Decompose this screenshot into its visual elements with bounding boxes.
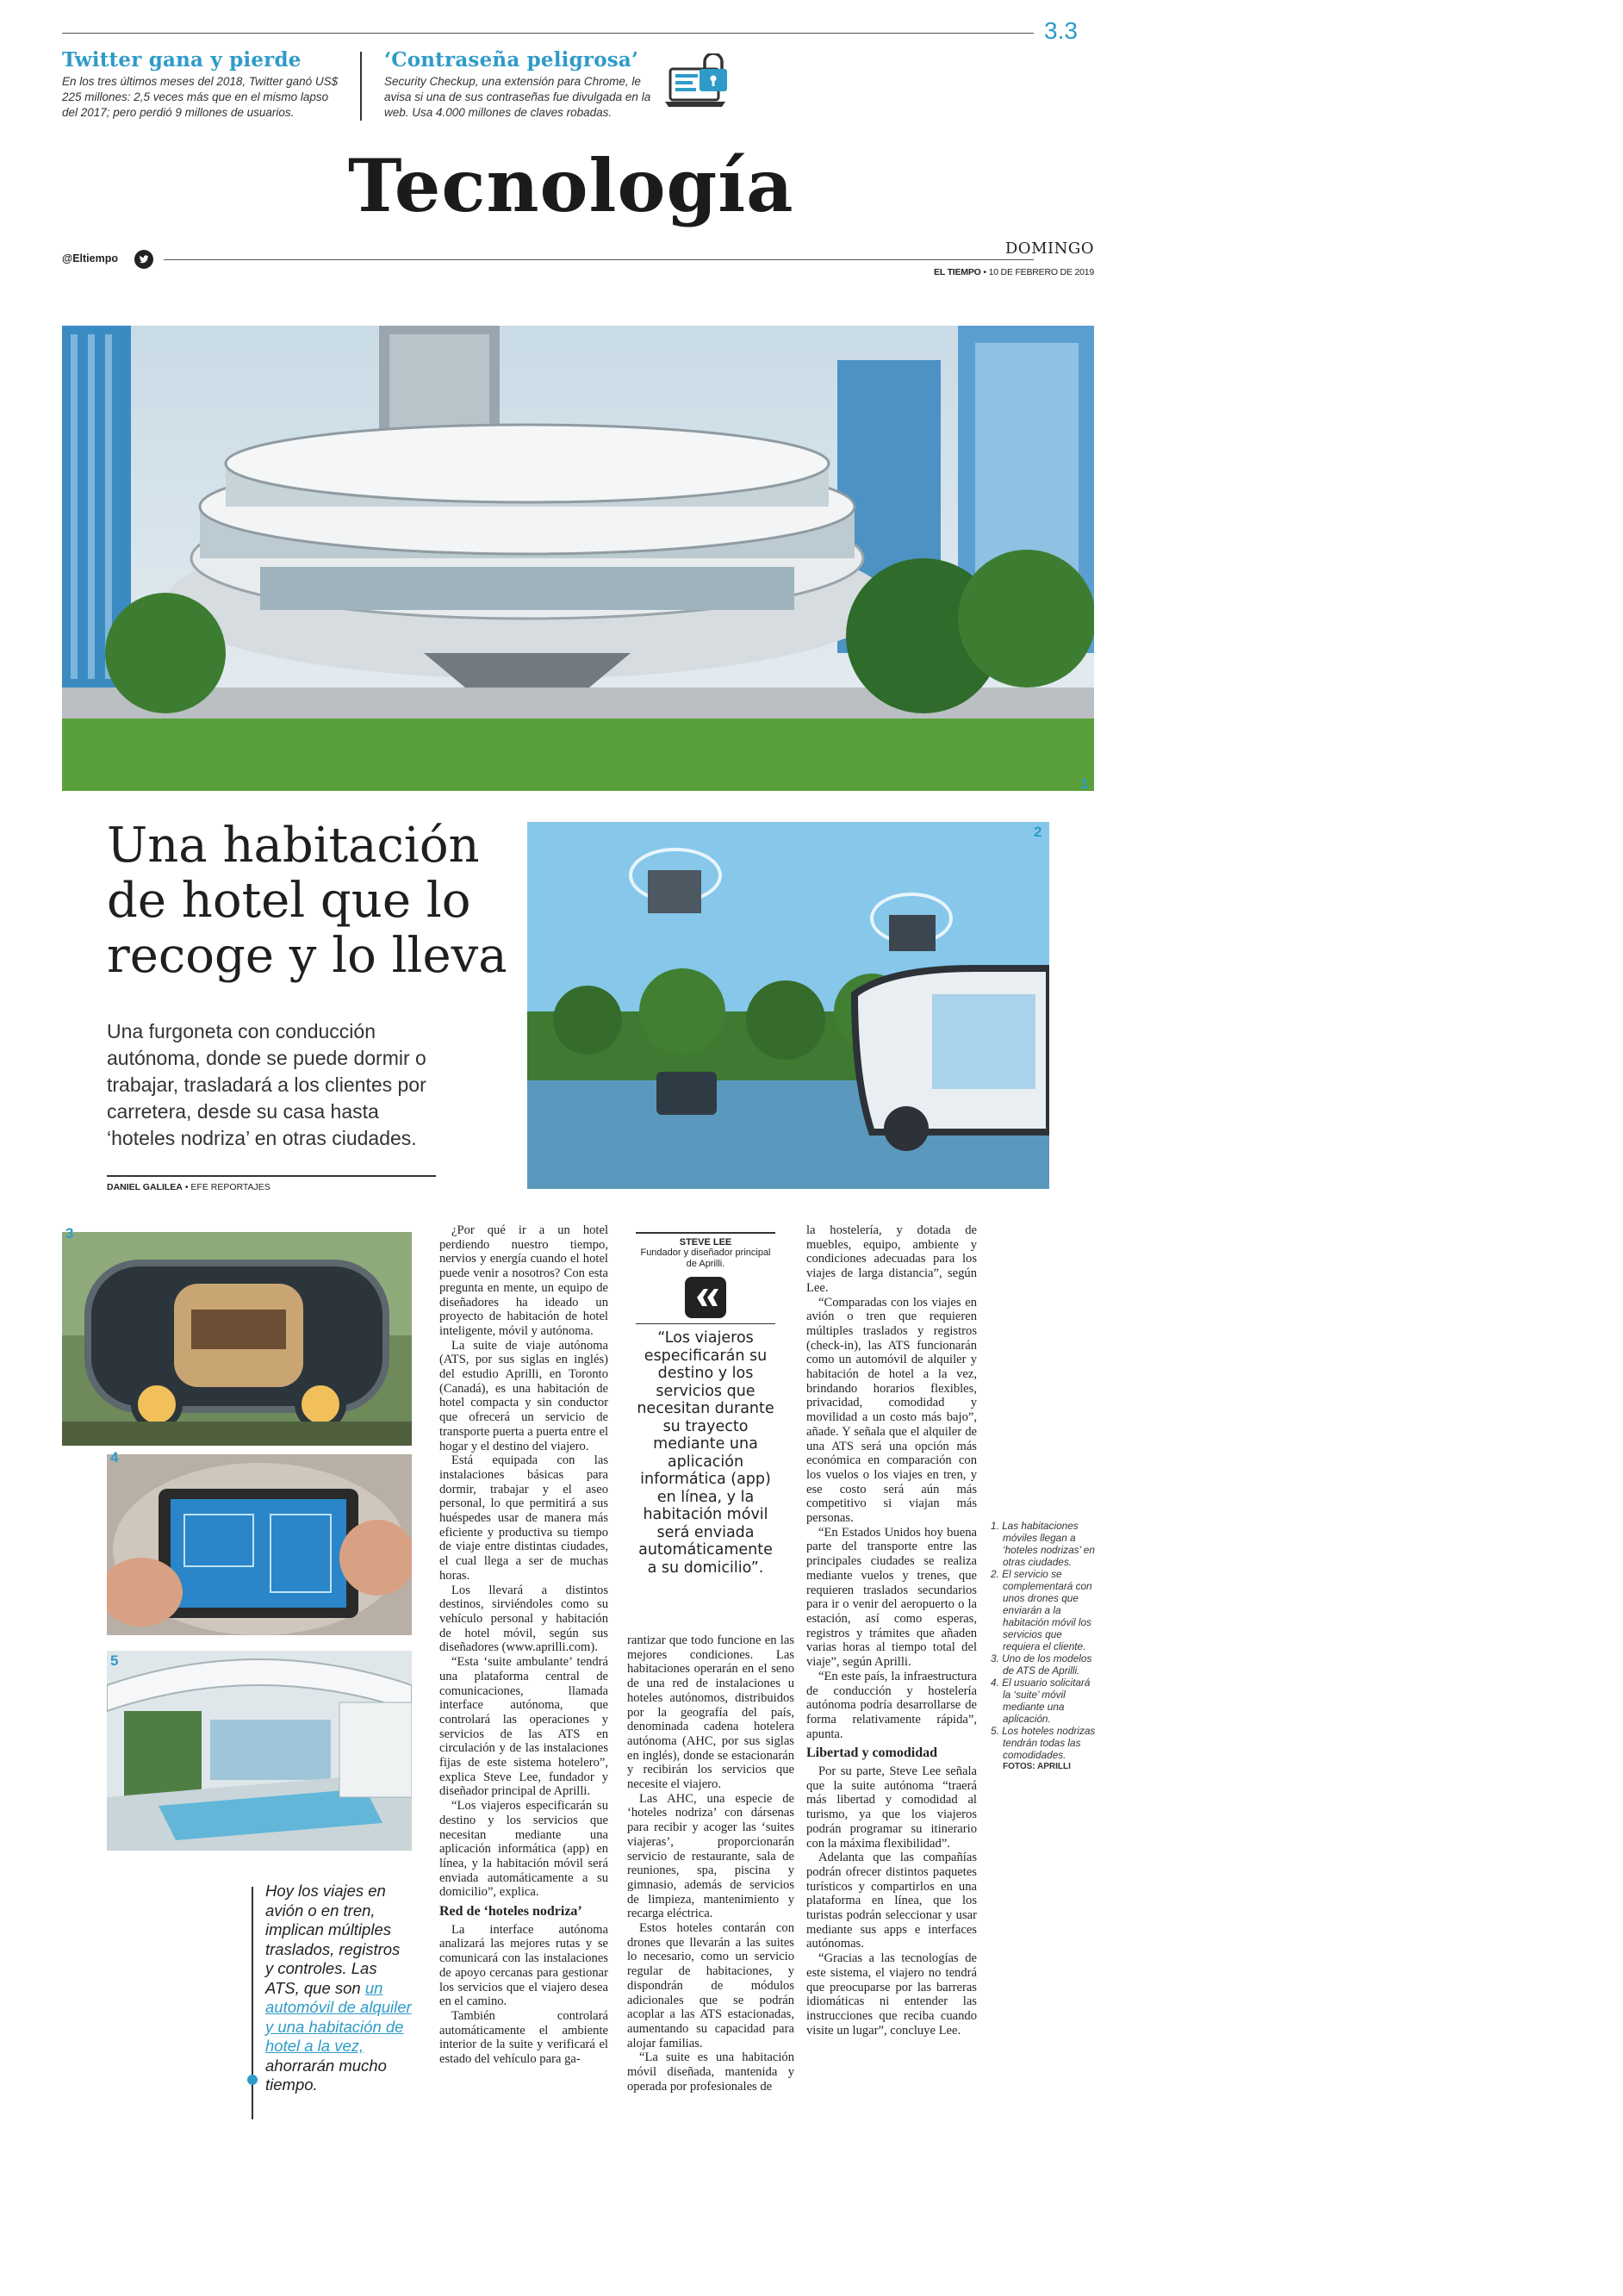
photo-credit: FOTOS: APRILLI bbox=[1003, 1762, 1071, 1771]
paragraph: La interface autónoma analizará las mejores rutas y se comunicará con las instalaciones de apoyo cercanas para gestionar los servicios que el viajero desea en el camino. bbox=[439, 1922, 608, 2009]
quote-marks-icon bbox=[685, 1277, 726, 1318]
subheading: Red de ‘hoteles nodriza’ bbox=[439, 1904, 582, 1920]
brief-text: Security Checkup, una extensión para Chrome, le avisa si una de sus contraseñas fue divulgada en la web. Usa 4.000 millones de claves robadas. bbox=[384, 75, 651, 119]
image-number: 1 bbox=[1080, 775, 1089, 792]
paragraph: Los llevará a distintos destinos, sirviéndoles como su vehículo personal y habitación de hotel móvil, según sus diseñadores (www.aprilli.com). bbox=[439, 1583, 608, 1655]
byline-name: DANIEL GALILEA bbox=[107, 1182, 183, 1192]
pull-quote bbox=[265, 1882, 412, 2095]
paragraph: la hostelería, y dotada de muebles, equipo, ambiente y condiciones adecuadas para los viajes de larga distancia”, según Lee. bbox=[806, 1223, 977, 1295]
date: 10 DE FEBRERO DE 2019 bbox=[988, 267, 1094, 277]
paragraph: Por su parte, Steve Lee señala que la suite autónoma “traerá más libertad y comodidad al turismo, ya que los viajeros podrán programar su itinerario con la máxima flexibilidad”. bbox=[806, 1764, 977, 1851]
paragraph: La suite de viaje autónoma (ATS, por sus siglas en inglés) del estudio Aprilli, en Toronto (Canadá), es una habitación de hotel compacta y sin conductor que ofrecerá un servicio de transporte puerta a puerta entre el hogar y el destino del viajero. bbox=[439, 1338, 608, 1453]
page-number: 3.3 bbox=[1044, 17, 1078, 44]
brief-twitter bbox=[62, 48, 346, 121]
image-number: 4 bbox=[110, 1449, 119, 1465]
paragraph: También controlará automáticamente el ambiente interior de la suite y verificará el estado del vehículo para ga- bbox=[439, 2008, 608, 2067]
byline-separator: • bbox=[182, 1182, 191, 1192]
drone-street-image bbox=[527, 822, 1049, 1189]
pull-quote-text: Hoy los viajes en avión o en tren, implican múltiples traslados, registros y controles. Las ATS, que son bbox=[265, 1882, 401, 1997]
byline-agency: EFE REPORTAJES bbox=[190, 1182, 270, 1192]
brief-title: ‘Contraseña peligrosa’ bbox=[384, 48, 639, 72]
paragraph: “La suite es una habitación móvil diseñada, mantenida y operada por profesionales de bbox=[627, 2050, 794, 2094]
pull-quote-text-end: ahorrarán mucho tiempo. bbox=[265, 2056, 387, 2094]
hero-image bbox=[62, 326, 1094, 791]
quote-text: “Los viajeros especificarán su destino y los servicios que necesitan durante su trayecto mediante una aplicación informática (app) en línea, y la habitación móvil será enviada automáticamente a su domicilio”. bbox=[637, 1329, 774, 1577]
laptop-lock-icon bbox=[665, 53, 731, 112]
paragraph: “Los viajeros especificarán su destino y los servicios que necesitan mediante una aplicación informática (app) en línea, y la habitación móvil será enviada automáticamente a su domicilio”, explica. bbox=[439, 1799, 608, 1900]
article-column-2 bbox=[627, 1633, 794, 2094]
paragraph: rantizar que todo funcione en las mejores condiciones. Las habitaciones operarán en el seno de una red de instalaciones u hoteles autónomos, distribuidos por la geografía del país, denominada cadena hotelera autónoma (AHC, por sus siglas en inglés), donde se estacionarán y recibirán los servicios que necesite el viajero. bbox=[627, 1633, 794, 1792]
paragraph: Está equipada con las instalaciones básicas para dormir, trabajar y el aseo personal, lo que permitirá a sus huéspedes usar de manera más eficiente y productiva su tiempo de viaje entre distintas ciudades, el cual llega a ser de muchas horas. bbox=[439, 1453, 608, 1583]
article-headline: Una habitación de hotel que lo recoge y lo lleva bbox=[107, 818, 507, 984]
byline bbox=[107, 1182, 270, 1192]
date-separator: • bbox=[980, 267, 989, 277]
paragraph: Adelanta que las compañías podrán ofrecer distintos paquetes turísticos y compartirlos en una plataforma en línea, que los turistas podrán seleccionar y usar mediante sus apps e interfaces autónomas. bbox=[806, 1851, 977, 1951]
paragraph: Las AHC, una especie de ‘hoteles nodriza’ con dársenas para recibir y acoger las ‘suites viajeras’, proporcionarán servicio de restaurante, sala de reuniones, spa, piscina y gimnasio, además de servicios de limpieza, mantenimiento y recarga eléctrica. bbox=[627, 1791, 794, 1921]
paragraph: “En Estados Unidos hoy buena parte del transporte entre las principales ciudades se realiza mediante vuelos y trenes, que requieren traslados secundarios para ir o venir del aeropuerto o la estación, así como esperas, registros y trámites que añaden varias horas al tiempo total del viaje”, según Aprilli. bbox=[806, 1525, 977, 1670]
caption: 3. Uno de los modelos de ATS de Aprilli. bbox=[991, 1652, 1092, 1677]
quote-role: Fundador y diseñador principal de Aprilli. bbox=[640, 1248, 771, 1269]
hotel-pool-image bbox=[107, 1651, 412, 1851]
section-title: Tecnología bbox=[348, 143, 794, 228]
image-number: 5 bbox=[110, 1652, 119, 1669]
dateline bbox=[905, 267, 1094, 277]
newspaper-name: EL TIEMPO bbox=[934, 267, 981, 277]
article-deck: Una furgoneta con conducción autónoma, donde se puede dormir o trabajar, trasladará a los clientes por carretera, desde su casa hasta ‘hoteles nodriza’ en otras ciudades. bbox=[107, 1020, 426, 1149]
image-number: 3 bbox=[65, 1225, 74, 1241]
brief-password bbox=[384, 48, 660, 121]
article-column-3 bbox=[806, 1223, 977, 2038]
paragraph: Estos hoteles contarán con drones que llevarán a las suites lo necesario, como un servicio regular de habitaciones, y dispondrán de módulos adicionales que se podrán acoplar a las ATS estacionadas, aumentando su capacidad para alojar familias. bbox=[627, 1921, 794, 2050]
tablet-app-image bbox=[107, 1454, 412, 1635]
brief-title: Twitter gana y pierde bbox=[62, 48, 302, 72]
quote-author: STEVE LEE bbox=[679, 1237, 732, 1248]
twitter-icon[interactable] bbox=[134, 250, 153, 269]
caption: 4. El usuario solicitará la ‘suite’ móvil mediante una aplicación. bbox=[991, 1677, 1091, 1725]
photo-captions bbox=[991, 1520, 1096, 1773]
image-number: 2 bbox=[1034, 824, 1042, 840]
paragraph: “En este país, la infraestructura de conducción y hostelería autónoma podría desarrollarse de forma relativamente rápida”, apunta. bbox=[806, 1669, 977, 1741]
article-column-1 bbox=[439, 1223, 608, 2067]
pull-quote-highlight: un automóvil de alquiler y una habitación de hotel a la vez, bbox=[265, 1978, 412, 2055]
brief-divider bbox=[360, 52, 362, 121]
day-label: DOMINGO bbox=[1004, 240, 1094, 258]
brief-text: En los tres últimos meses del 2018, Twitter ganó US$ 225 millones: 2,5 veces más que en el mismo lapso del 2017; pero perdió 9 millones de usuarios. bbox=[62, 75, 339, 119]
paragraph: “Comparadas con los viajes en avión o tren que requieren múltiples traslados y registros (check-in), las ATS funcionarán como un automóvil de alquiler y habitación de hotel a la vez, brindando horarios flexibles, privacidad, comodidad y movilidad a un costo más bajo”, añade. Y señala que el alquiler de una ATS será una opción más económica en comparación con los vuelos o los viajes en tren, y ese costo será aún más competitivo si viajan más personas. bbox=[806, 1295, 977, 1526]
pull-quote-dot bbox=[247, 2075, 258, 2085]
caption: 5. Los hoteles nodrizas tendrán todas las comodidades. bbox=[991, 1725, 1096, 1761]
twitter-handle[interactable]: @Eltiempo bbox=[62, 252, 118, 264]
paragraph: ¿Por qué ir a un hotel perdiendo nuestro tiempo, nervios y energía cuando el hotel puede venir a nosotros? Con esta pregunta en mente, un equipo de diseñadores ha ideado un proyecto de habitación de hotel inteligente, móvil y autónoma. bbox=[439, 1223, 608, 1338]
paragraph: “Gracias a las tecnologías de este sistema, el viajero no tendrá que preocuparse por las barreras idiomáticas ni entender las instrucciones que reciba cuando visite un lugar”, concluye Lee. bbox=[806, 1951, 977, 2038]
caption: 2. El servicio se complementará con unos drones que enviarán a la habitación móvil los servicios que requiera el cliente. bbox=[991, 1568, 1092, 1652]
subheading: Libertad y comodidad bbox=[806, 1745, 938, 1761]
paragraph: “Esta ‘suite ambulante’ tendrá una plataforma central de comunicaciones, llamada interface autónoma, que controlará las operaciones y servicios de las ATS en circulación y de las instalaciones fijas de este sistema hotelero”, explica Steve Lee, fundador y diseñador principal de Aprilli. bbox=[439, 1655, 608, 1799]
caption: 1. Las habitaciones móviles llegan a ‘hoteles nodrizas’ en otras ciudades. bbox=[991, 1520, 1095, 1568]
ats-vehicle-image bbox=[62, 1232, 412, 1446]
quote-box bbox=[636, 1232, 775, 1577]
